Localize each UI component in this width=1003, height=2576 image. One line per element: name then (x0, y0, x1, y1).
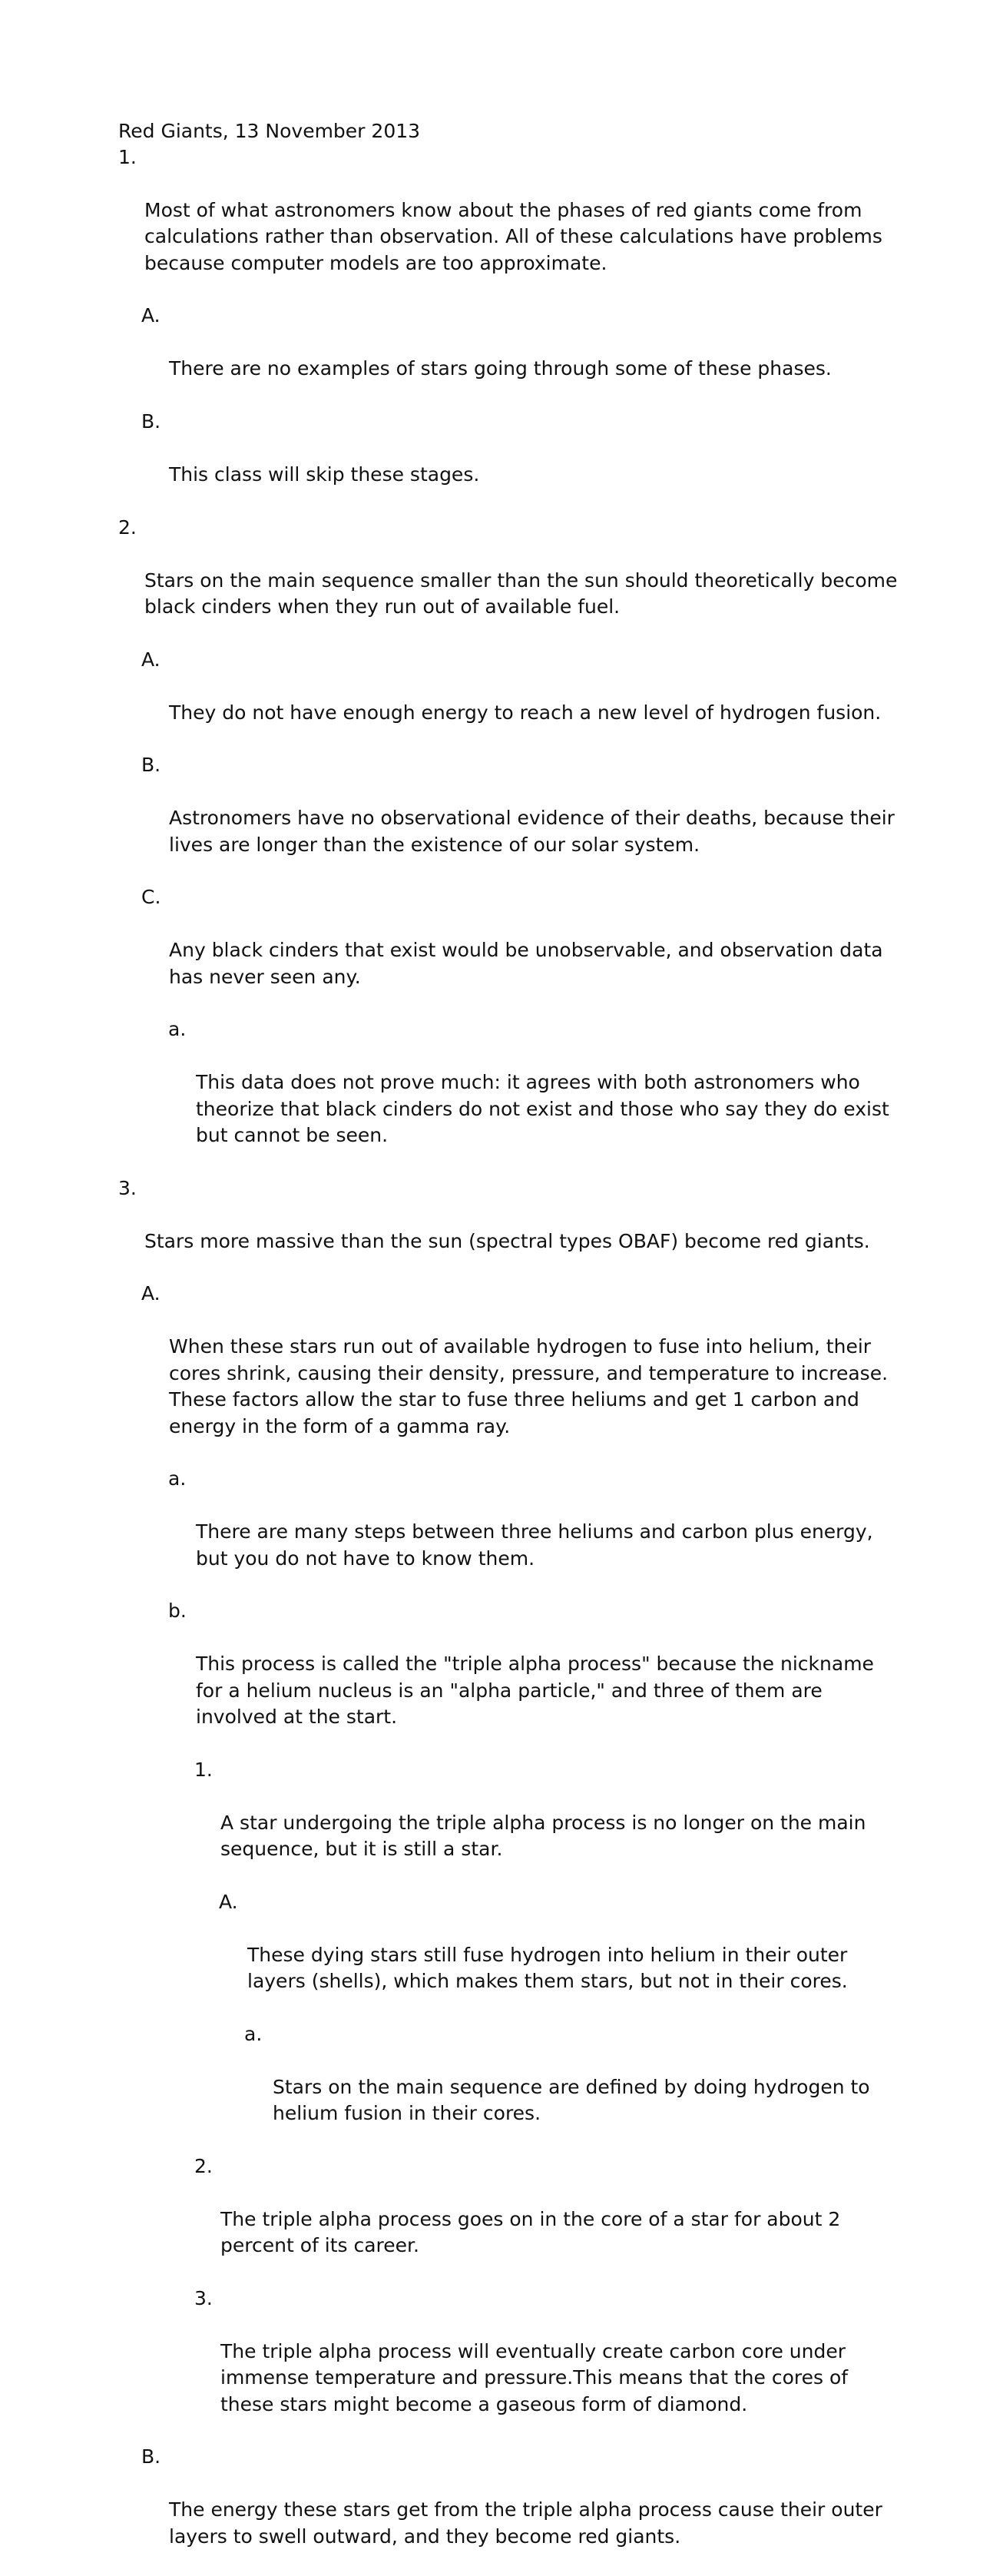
outline-item (0, 1889, 1003, 2021)
outline-item (0, 409, 1003, 515)
outline-marker: 3. (118, 1176, 137, 1199)
outline-item (0, 647, 1003, 753)
outline-text: Stars on the main sequence are defined by doing hydrogen to helium fusion in their cores. (273, 2075, 870, 2125)
outline-marker: A. (141, 304, 161, 327)
outline-marker: C. (141, 886, 161, 909)
outline-marker: a. (168, 1018, 187, 1041)
outline-text: Most of what astronomers know about the phases of red giants come from calculations rather than observation. All of these calculations have problems because computer models are too approximate. (144, 198, 882, 274)
outline-text: This data does not prove much: it agrees with both astronomers who theorize that black cinders do not exist and those who say they do exist but cannot be seen. (196, 1071, 889, 1147)
outline-text: The triple alpha process goes on in the core of a star for about 2 percent of its career. (220, 2207, 841, 2257)
outline-marker: B. (141, 754, 161, 777)
outline-marker: A. (141, 648, 161, 671)
outline-text: Stars more massive than the sun (spectral types OBAF) become red giants. (144, 1229, 870, 1252)
outline-list (0, 144, 1003, 2576)
outline-marker: 3. (194, 2286, 213, 2309)
outline-marker: 1. (118, 146, 137, 168)
outline-marker: 1. (194, 1758, 213, 1781)
outline-item (0, 1281, 1003, 1466)
outline-text: This process is called the "triple alpha process" because the nickname for a helium nucleus is an "alpha particle," and three of them are involved at the start. (196, 1653, 874, 1728)
outline-marker: 2. (118, 516, 137, 539)
outline-item (0, 2444, 1003, 2576)
outline-item (0, 1175, 1003, 1281)
outline-marker: A. (219, 1890, 238, 1913)
outline-item (0, 884, 1003, 1016)
outline-item (0, 2021, 1003, 2153)
outline-text: There are many steps between three heliums and carbon plus energy, but you do not have to know them. (196, 1520, 873, 1570)
outline-text: This class will skip these stages. (169, 462, 480, 486)
outline-item (0, 1757, 1003, 1889)
outline-item (0, 1598, 1003, 1756)
outline-item (0, 515, 1003, 647)
outline-marker: b. (168, 1600, 187, 1623)
outline-marker: a. (168, 1467, 187, 1490)
outline-text: Any black cinders that exist would be unobservable, and observation data has never seen any. (169, 939, 883, 988)
outline-marker: A. (141, 1282, 161, 1305)
outline-item (0, 2286, 1003, 2444)
outline-marker: a. (244, 2022, 263, 2045)
outline-marker: B. (141, 410, 161, 433)
outline-text: A star undergoing the triple alpha process is no longer on the main sequence, but it is still a star. (220, 1811, 866, 1860)
outline-item (0, 1466, 1003, 1598)
outline-text: Astronomers have no observational evidence of their deaths, because their lives are longer than the existence of our solar system. (169, 807, 895, 856)
outline-item (0, 1016, 1003, 1175)
outline-text: There are no examples of stars going through some of these phases. (169, 357, 832, 380)
outline-item (0, 752, 1003, 884)
outline-text: Stars on the main sequence smaller than the sun should theoretically become black cinders when they run out of available fuel. (144, 569, 898, 618)
outline-item (0, 303, 1003, 409)
document-title: Red Giants, 13 November 2013 (118, 120, 421, 142)
outline-item (0, 144, 1003, 303)
outline-item (0, 2153, 1003, 2286)
outline-marker: 2. (194, 2154, 213, 2177)
outline-text: These dying stars still fuse hydrogen into helium in their outer layers (shells), which makes them stars, but not in their cores. (247, 1943, 848, 1993)
outline-text: They do not have enough energy to reach a new level of hydrogen fusion. (169, 701, 882, 724)
outline-marker: B. (141, 2445, 161, 2468)
outline-text: The triple alpha process will eventually create carbon core under immense temperature and pressure.This means that the cores of these stars might become a gaseous form of diamond. (220, 2339, 849, 2415)
outline-text: The energy these stars get from the triple alpha process cause their outer layers to swell outward, and they become red giants. (169, 2498, 882, 2548)
outline-text: When these stars run out of available hydrogen to fuse into helium, their cores shrink, causing their density, pressure, and temperature to increase. These factors allow the star to fuse three heliums and get 1 carbon and energy in the form of a gamma ray. (169, 1335, 889, 1437)
